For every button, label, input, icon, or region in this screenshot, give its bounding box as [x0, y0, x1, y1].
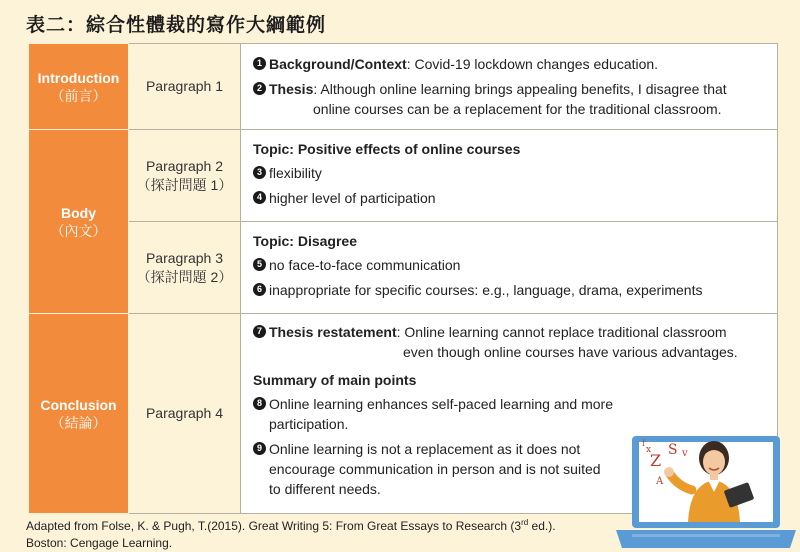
point-continuation: participation.	[269, 416, 349, 432]
section-label: Conclusion	[40, 396, 117, 413]
number-badge: 9	[253, 442, 266, 455]
table-row-introduction	[29, 44, 778, 130]
laptop-base	[616, 530, 796, 548]
paragraph-label: Paragraph 2	[145, 157, 224, 174]
body-p2-content	[241, 130, 778, 222]
list-item	[253, 280, 765, 300]
page-title: 表二：綜合性體裁的寫作大綱範例	[26, 14, 327, 36]
topic-heading: Topic: Positive effects of online courses	[253, 140, 521, 157]
list-item	[253, 54, 765, 74]
letter-decoration: f	[642, 439, 645, 448]
number-badge: 5	[253, 258, 266, 271]
number-badge: 7	[253, 325, 266, 338]
point-text: no face-to-face communication	[269, 256, 461, 273]
table-row-paragraph-3	[29, 222, 778, 314]
point-continuation: encourage communication in person and is not suited	[269, 461, 601, 477]
paragraph-label: Paragraph 4	[145, 405, 224, 421]
list-item	[253, 79, 765, 99]
number-badge: 2	[253, 82, 266, 95]
point-text: : Online learning cannot replace traditional classroom	[396, 324, 727, 340]
point-text: flexibility	[269, 164, 322, 181]
list-item	[253, 322, 765, 342]
section-conclusion	[29, 314, 129, 514]
number-badge: 3	[253, 166, 266, 179]
paragraph-2-cell	[129, 130, 241, 222]
point-label: Thesis restatement	[269, 324, 397, 340]
letter-decoration: v	[682, 448, 688, 459]
list-item	[253, 394, 765, 414]
point-text: inappropriate for specific courses: e.g., language, drama, experiments	[269, 281, 703, 298]
number-badge: 1	[253, 57, 266, 70]
letter-decoration: S	[668, 442, 678, 458]
paragraph-3-cell	[129, 222, 241, 314]
paragraph-label-zh: （探討問題 2）	[136, 268, 233, 285]
letter-decoration: x	[646, 445, 652, 455]
point-label: Background/Context	[269, 56, 407, 72]
paragraph-1-cell	[129, 44, 241, 130]
number-badge: 8	[253, 397, 266, 410]
paragraph-label-zh: （探討問題 1）	[136, 176, 233, 193]
point-text: Online learning enhances self-paced learning and more	[269, 396, 613, 412]
point-label: Thesis	[269, 81, 314, 97]
table-row-paragraph-2	[29, 130, 778, 222]
intro-content	[241, 44, 778, 130]
section-body	[29, 130, 129, 314]
list-item	[253, 188, 765, 208]
citation-footer	[26, 514, 556, 552]
citation-line-2: Boston: Cengage Learning.	[26, 536, 173, 550]
number-badge: 4	[253, 191, 266, 204]
list-item	[253, 163, 765, 183]
point-text: : Covid-19 lockdown changes education.	[406, 56, 659, 72]
section-introduction	[29, 44, 129, 130]
section-label-zh: （結論）	[50, 414, 107, 431]
point-text: higher level of participation	[269, 189, 436, 206]
section-label: Body	[61, 204, 96, 221]
number-badge: 6	[253, 283, 266, 296]
paragraph-label: Paragraph 1	[145, 78, 224, 94]
point-continuation: even though online courses have various advantages.	[403, 344, 738, 360]
letter-decoration: Z	[650, 451, 662, 470]
paragraph-4-cell	[129, 314, 241, 514]
point-text: Online learning is not a replacement as it does not	[269, 441, 581, 457]
point-text: : Although online learning brings appealing benefits, I disagree that	[313, 81, 727, 97]
summary-heading: Summary of main points	[253, 372, 417, 388]
teacher-laptop-illustration	[612, 426, 800, 552]
point-continuation: to different needs.	[269, 481, 381, 497]
citation-line-1: Adapted from Folse, K. & Pugh, T.(2015). Great Writing 5: From Great Essays to Research (3rd ed.).	[26, 518, 556, 533]
body-p3-content	[241, 222, 778, 314]
section-label-zh: （內文）	[50, 222, 107, 239]
section-label: Introduction	[37, 69, 120, 86]
paragraph-label: Paragraph 3	[145, 249, 224, 266]
topic-heading: Topic: Disagree	[253, 232, 357, 249]
list-item	[253, 255, 765, 275]
point-continuation: online courses can be a replacement for the traditional classroom.	[313, 101, 722, 117]
section-label-zh: （前言）	[50, 87, 107, 104]
letter-decoration: A	[656, 476, 664, 487]
